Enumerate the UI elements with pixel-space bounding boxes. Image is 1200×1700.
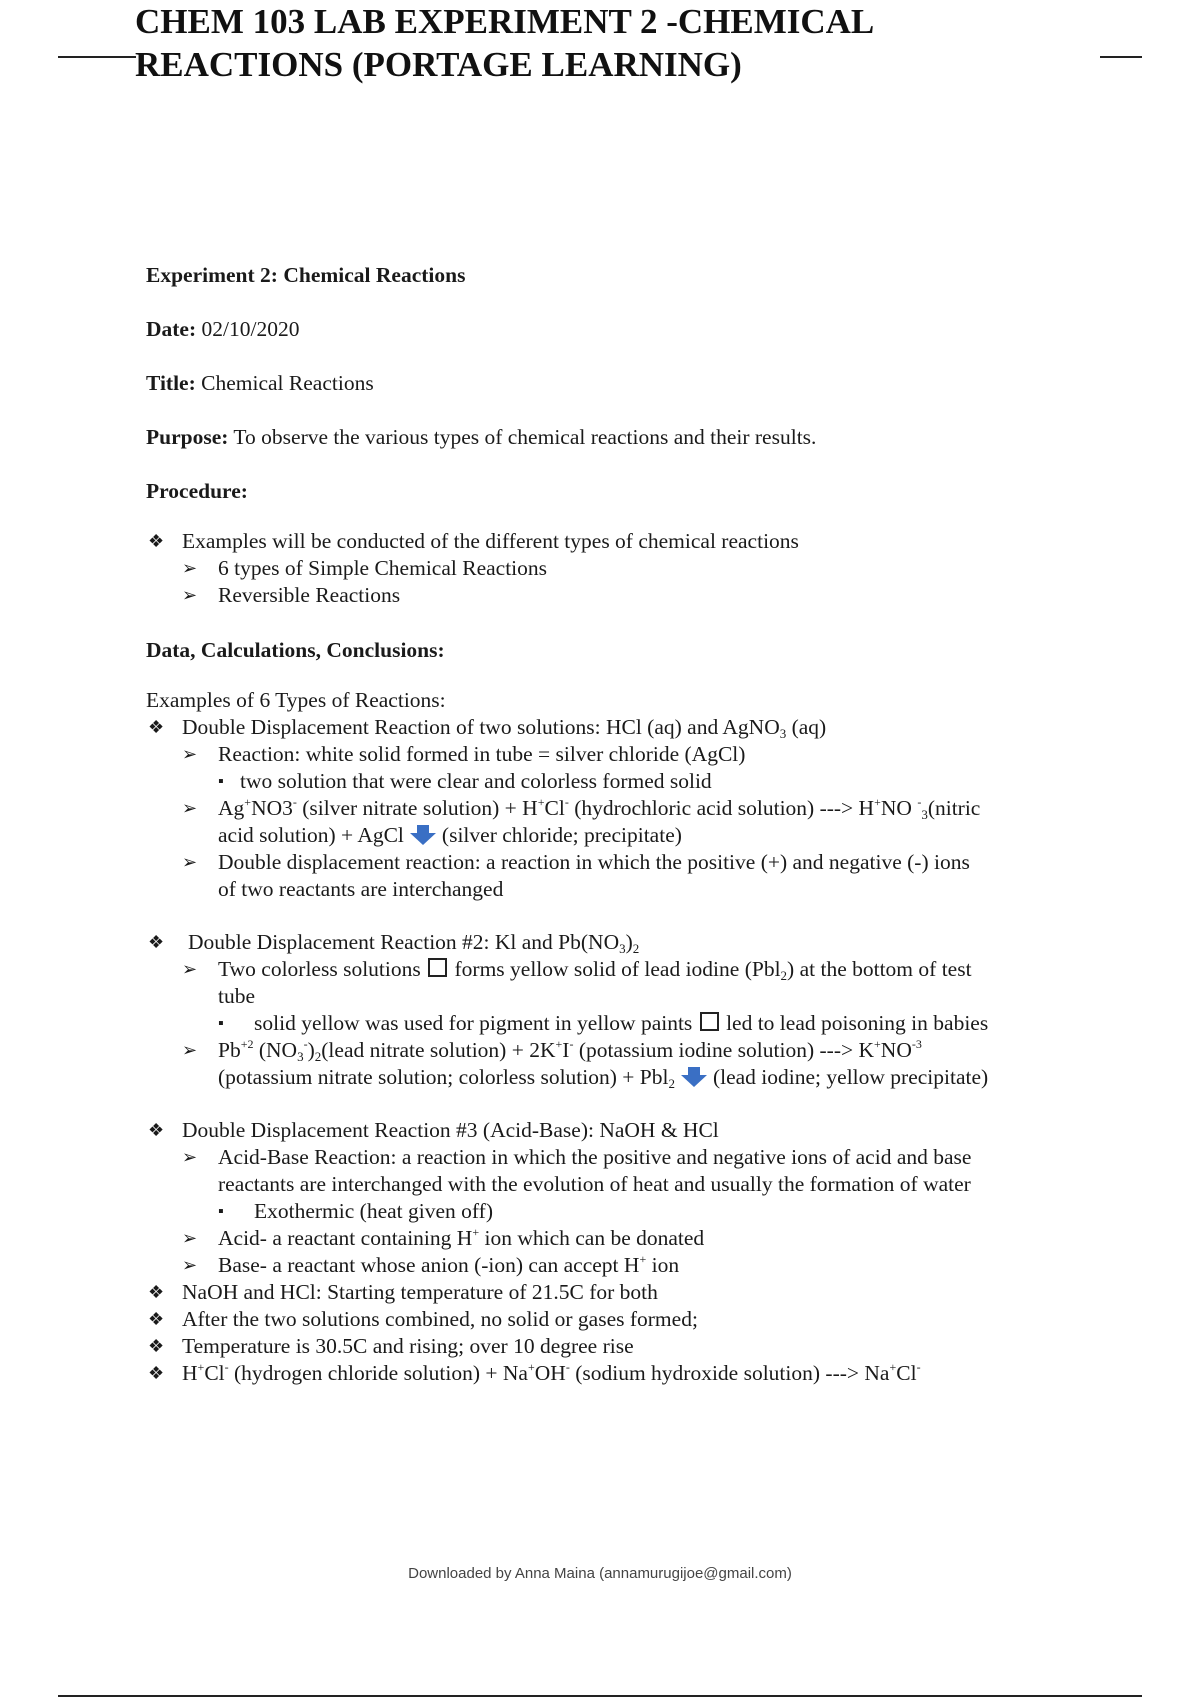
title-line-1: CHEM 103 LAB EXPERIMENT 2 -CHEMICAL bbox=[135, 2, 875, 41]
list-item: ❖ H+Cl- (hydrogen chloride solution) + Na+OH- (sodium hydroxide solution) ---> Na+Cl- bbox=[146, 1360, 1106, 1387]
list-item: ➢ Reversible Reactions bbox=[146, 582, 1106, 609]
experiment-heading: Experiment 2: Chemical Reactions bbox=[146, 263, 466, 287]
list-item: ➢ Double displacement reaction: a reaction in which the positive (+) and negative (-) ions of two reactants are interchanged bbox=[146, 849, 1106, 903]
title-line-2: REACTIONS (PORTAGE LEARNING) bbox=[135, 45, 742, 84]
list-item: ❖ After the two solutions combined, no solid or gases formed; bbox=[146, 1306, 1106, 1333]
list-item: ❖ NaOH and HCl: Starting temperature of 21.5C for both bbox=[146, 1279, 1106, 1306]
down-arrow-icon bbox=[408, 824, 438, 846]
list-item: ❖ Examples will be conducted of the different types of chemical reactions bbox=[146, 528, 1106, 555]
download-footer: Downloaded by Anna Maina (annamurugijoe@gmail.com) bbox=[408, 1565, 792, 1582]
data-heading: Data, Calculations, Conclusions: bbox=[146, 638, 445, 662]
examples-intro: Examples of 6 Types of Reactions: bbox=[146, 688, 446, 712]
list-item: ➢ 6 types of Simple Chemical Reactions bbox=[146, 555, 1106, 582]
list-item: ▪ solid yellow was used for pigment in yellow paints led to lead poisoning in babies bbox=[146, 1010, 1106, 1037]
title-line: Title: Chemical Reactions bbox=[146, 371, 374, 395]
date-line: Date: 02/10/2020 bbox=[146, 317, 300, 341]
list-item: ❖ Temperature is 30.5C and rising; over 10 degree rise bbox=[146, 1333, 1106, 1360]
document-body bbox=[146, 262, 1106, 1387]
list-item: ➢ Reaction: white solid formed in tube = silver chloride (AgCl) bbox=[146, 741, 1106, 768]
box-icon bbox=[428, 958, 447, 977]
reaction-1-list bbox=[146, 714, 1106, 903]
footer-rule bbox=[58, 1695, 1142, 1697]
list-item: ▪ Exothermic (heat given off) bbox=[146, 1198, 1106, 1225]
document-title bbox=[135, 0, 874, 86]
purpose-line: Purpose: To observe the various types of chemical reactions and their results. bbox=[146, 425, 817, 449]
list-item: ❖ Double Displacement Reaction #3 (Acid-Base): NaOH & HCl bbox=[146, 1117, 1106, 1144]
list-item: ➢ $Pb^{+2}$ $(NO_3^-)_2(lead$ nitrate solution) + 2K+I- (potassium iodine solution) ---> $K^+NO^{-3}$ (potassium nitrate solution; colorless solution) + Pbl$_2$ (lead iodine; yellow precipitate) bbox=[146, 1037, 1106, 1091]
procedure-list bbox=[146, 528, 1106, 609]
header-rule-left bbox=[58, 56, 136, 58]
reaction-2-list bbox=[146, 929, 1106, 1091]
list-item: ➢ Two colorless solutions forms yellow solid of lead iodine (Pbl$_2$) at the bottom of test tube bbox=[146, 956, 1106, 1010]
down-arrow-icon bbox=[679, 1066, 709, 1088]
list-item: ▪ two solution that were clear and colorless formed solid bbox=[146, 768, 1106, 795]
procedure-heading: Procedure: bbox=[146, 479, 248, 503]
reaction-3-list bbox=[146, 1117, 1106, 1387]
box-icon bbox=[700, 1012, 719, 1031]
list-item: ❖ Double Displacement Reaction #2: Kl and $Pb(NO_3)_2$ bbox=[146, 929, 1106, 956]
list-item: ➢ Ag+NO3- (silver nitrate solution) + H+Cl- (hydrochloric acid solution) ---> H+NO -$_3$(nitric acid solution) + AgCl (silver chloride; precipitate) bbox=[146, 795, 1106, 849]
list-item: ➢ Acid- a reactant containing H+ ion which can be donated bbox=[146, 1225, 1106, 1252]
header-rule-right bbox=[1100, 56, 1142, 58]
list-item: ❖ Double Displacement Reaction of two solutions: HCl (aq) and AgNO$_3$ (aq) bbox=[146, 714, 1106, 741]
list-item: ➢ Acid-Base Reaction: a reaction in which the positive and negative ions of acid and base reactants are interchanged with the evolution of heat and usually the formation of water bbox=[146, 1144, 1106, 1198]
list-item: ➢ Base- a reactant whose anion (-ion) can accept H+ ion bbox=[146, 1252, 1106, 1279]
